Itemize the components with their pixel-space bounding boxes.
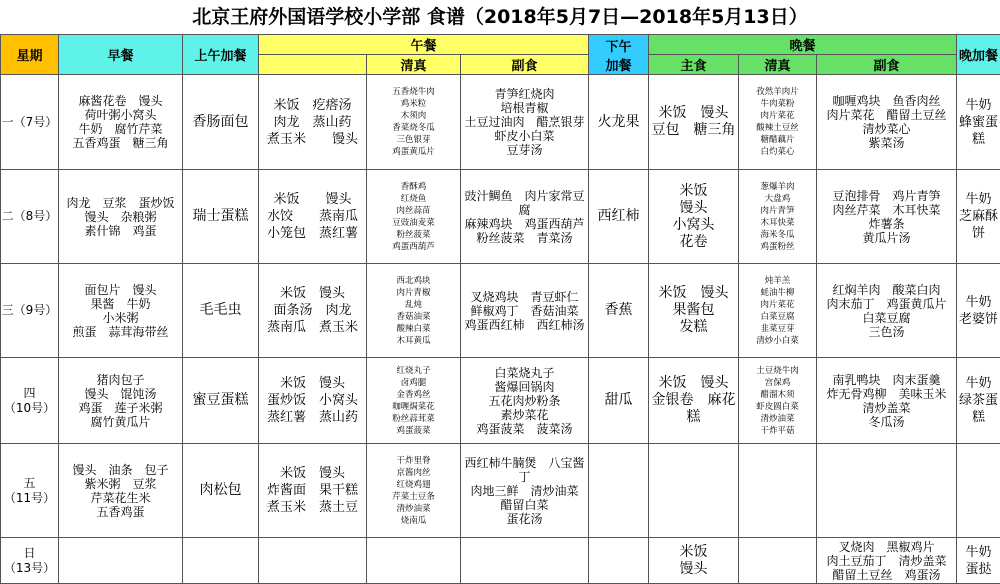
page-title: 北京王府外国语学校小学部 食谱（2018年5月7日—2018年5月13日）	[0, 0, 1000, 34]
afternoon-snack-cell	[589, 444, 649, 538]
dinner-light-cell: 孜然羊肉片 牛肉菜粉 肉片菜花 酸辣土豆丝 糖醋藕片 白灼菜心	[739, 75, 817, 170]
lunch-staple-cell: 米饭 疙瘩汤 肉龙 蒸山药 煮玉米 馒头	[259, 75, 367, 170]
table-row	[1, 358, 1000, 444]
lunch-staple-cell: 米饭 馒头 面条汤 肉龙 蒸南瓜 煮玉米	[259, 264, 367, 358]
header-lunch-side: 副食	[461, 55, 589, 75]
header-weekday: 星期	[1, 35, 59, 75]
dinner-side-cell: 红焖羊肉 酸菜白肉 肉末茄丁 鸡蛋黄瓜片 白菜豆腐 三色汤	[817, 264, 957, 358]
night-snack-cell: 牛奶 蛋挞	[957, 538, 1000, 584]
breakfast-cell: 馒头 油条 包子 紫米粥 豆浆 芹菜花生米 五香鸡蛋	[59, 444, 183, 538]
header-lunch-light: 清真	[367, 55, 461, 75]
header-afternoon-snack: 下午 加餐	[589, 35, 649, 75]
morning-snack-cell: 瑞士蛋糕	[183, 170, 259, 264]
night-snack-cell: 牛奶 蜂蜜蛋 糕	[957, 75, 1000, 170]
table-row	[1, 264, 1000, 358]
dinner-side-cell: 南乳鸭块 肉末蛋羹 炸无骨鸡柳 美味玉米 清炒盖菜 冬瓜汤	[817, 358, 957, 444]
breakfast-cell: 麻酱花卷 馒头 荷叶粥小窝头 牛奶 腐竹芹菜 五香鸡蛋 糖三角	[59, 75, 183, 170]
dinner-staple-cell: 米饭 馒头 金银卷 麻花 糕	[649, 358, 739, 444]
lunch-light-cell: 西北鸡块 肉片青椒 乱炖 香菇油菜 酸辣白菜 木耳黄瓜	[367, 264, 461, 358]
header-night-snack: 晚加餐	[957, 35, 1000, 75]
dinner-staple-cell	[649, 444, 739, 538]
lunch-side-cell	[461, 538, 589, 584]
lunch-staple-cell: 米饭 馒头 蛋炒饭 小窝头 蒸红薯 蒸山药	[259, 358, 367, 444]
dinner-side-cell: 叉烧肉 黑椒鸡片 肉土豆茄丁 清炒盖菜 醋留土豆丝 鸡蛋汤	[817, 538, 957, 584]
night-snack-cell: 牛奶 老婆饼	[957, 264, 1000, 358]
dinner-staple-cell: 米饭 馒头 小窝头 花卷	[649, 170, 739, 264]
dinner-light-cell	[739, 538, 817, 584]
lunch-staple-cell: 米饭 馒头 水饺 蒸南瓜 小笼包 蒸红薯	[259, 170, 367, 264]
dinner-side-cell: 豆泡排骨 鸡片青笋 肉丝芹菜 木耳快菜 炸薯条 黄瓜片汤	[817, 170, 957, 264]
dinner-light-cell: 炖羊羔 蚝油牛柳 肉片菜花 白菜豆腐 韭菜豆芽 清炒小白菜	[739, 264, 817, 358]
weekday-cell: 三（9号）	[1, 264, 59, 358]
header-dinner: 晚餐	[649, 35, 957, 55]
afternoon-snack-cell: 西红柿	[589, 170, 649, 264]
header-dinner-light: 清真	[739, 55, 817, 75]
weekday-cell: 四 （10号）	[1, 358, 59, 444]
weekday-cell: 五 （11号）	[1, 444, 59, 538]
breakfast-cell: 肉龙 豆浆 蛋炒饭 馒头 杂粮粥 素什锦 鸡蛋	[59, 170, 183, 264]
morning-snack-cell: 毛毛虫	[183, 264, 259, 358]
night-snack-cell: 牛奶 芝麻酥 饼	[957, 170, 1000, 264]
header-dinner-staple: 主食	[649, 55, 739, 75]
lunch-side-cell: 豉汁鲷鱼 肉片家常豆腐 麻辣鸡块 鸡蛋西葫芦 粉丝菠菜 青菜汤	[461, 170, 589, 264]
table-row	[1, 75, 1000, 170]
header-morning-snack: 上午加餐	[183, 35, 259, 75]
breakfast-cell: 面包片 馒头 果酱 牛奶 小米粥 煎蛋 蒜茸海带丝	[59, 264, 183, 358]
dinner-staple-cell: 米饭 馒头 豆包 糖三角	[649, 75, 739, 170]
dinner-side-cell	[817, 444, 957, 538]
morning-snack-cell: 香肠面包	[183, 75, 259, 170]
breakfast-cell	[59, 538, 183, 584]
dinner-staple-cell: 米饭 馒头 果酱包 发糕	[649, 264, 739, 358]
lunch-light-cell: 干炸里脊 京酱肉丝 红烧鸡翅 芹菜土豆条 清炒油菜 烧南瓜	[367, 444, 461, 538]
table-row	[1, 538, 1000, 584]
night-snack-cell	[957, 444, 1000, 538]
dinner-side-cell: 咖喱鸡块 鱼香肉丝 肉片菜花 醋留土豆丝 清炒菜心 紫菜汤	[817, 75, 957, 170]
header-lunch: 午餐	[259, 35, 589, 55]
header-dinner-side: 副食	[817, 55, 957, 75]
morning-snack-cell: 肉松包	[183, 444, 259, 538]
lunch-light-cell: 五香烧牛肉 鸡米粒 木须肉 香菜烧冬瓜 三色银芽 鸡蛋黄瓜片	[367, 75, 461, 170]
morning-snack-cell: 蜜豆蛋糕	[183, 358, 259, 444]
header-lunch-staple	[259, 55, 367, 75]
lunch-staple-cell: 米饭 馒头 炸酱面 果干糕 煮玉米 蒸土豆	[259, 444, 367, 538]
lunch-side-cell: 青笋红烧肉 培根青椒 土豆过油肉 醋烹银芽 虾皮小白菜 豆芽汤	[461, 75, 589, 170]
morning-snack-cell	[183, 538, 259, 584]
weekday-cell: 二（8号）	[1, 170, 59, 264]
table-row	[1, 170, 1000, 264]
lunch-side-cell: 叉烧鸡块 青豆虾仁 鲜椒鸡丁 香菇油菜 鸡蛋西红柿 西红柿汤	[461, 264, 589, 358]
lunch-light-cell: 香酥鸡 红烧鱼 肉丝蒜苗 豆豉油麦菜 粉丝菠菜 鸡蛋西葫芦	[367, 170, 461, 264]
lunch-side-cell: 西红柿牛腩煲 八宝酱丁 肉地三鲜 清炒油菜 醋留白菜 蛋花汤	[461, 444, 589, 538]
dinner-staple-cell: 米饭 馒头	[649, 538, 739, 584]
lunch-side-cell: 白菜烧丸子 酱爆回锅肉 五花肉炒粉条 素炒菜花 鸡蛋菠菜 菠菜汤	[461, 358, 589, 444]
header-breakfast: 早餐	[59, 35, 183, 75]
afternoon-snack-cell	[589, 538, 649, 584]
dinner-light-cell	[739, 444, 817, 538]
lunch-light-cell	[367, 538, 461, 584]
afternoon-snack-cell: 甜瓜	[589, 358, 649, 444]
weekday-cell: 日 （13号）	[1, 538, 59, 584]
afternoon-snack-cell: 香蕉	[589, 264, 649, 358]
weekday-cell: 一（7号）	[1, 75, 59, 170]
breakfast-cell: 猪肉包子 馒头 馄饨汤 鸡蛋 莲子米粥 腐竹黄瓜片	[59, 358, 183, 444]
menu-table	[0, 34, 1000, 584]
dinner-light-cell: 葱爆羊肉 大盘鸡 肉片青笋 木耳快菜 海米冬瓜 鸡蛋粉丝	[739, 170, 817, 264]
lunch-light-cell: 红烧丸子 卤鸡腿 金香鸡丝 咖喱焗菜花 粉丝蒜茸菜 鸡蛋菠菜	[367, 358, 461, 444]
lunch-staple-cell	[259, 538, 367, 584]
dinner-light-cell: 土豆烧牛肉 宫保鸡 醋溜木须 虾皮圆白菜 清炒油菜 干炸平菇	[739, 358, 817, 444]
afternoon-snack-cell: 火龙果	[589, 75, 649, 170]
night-snack-cell: 牛奶 绿茶蛋 糕	[957, 358, 1000, 444]
table-row	[1, 444, 1000, 538]
